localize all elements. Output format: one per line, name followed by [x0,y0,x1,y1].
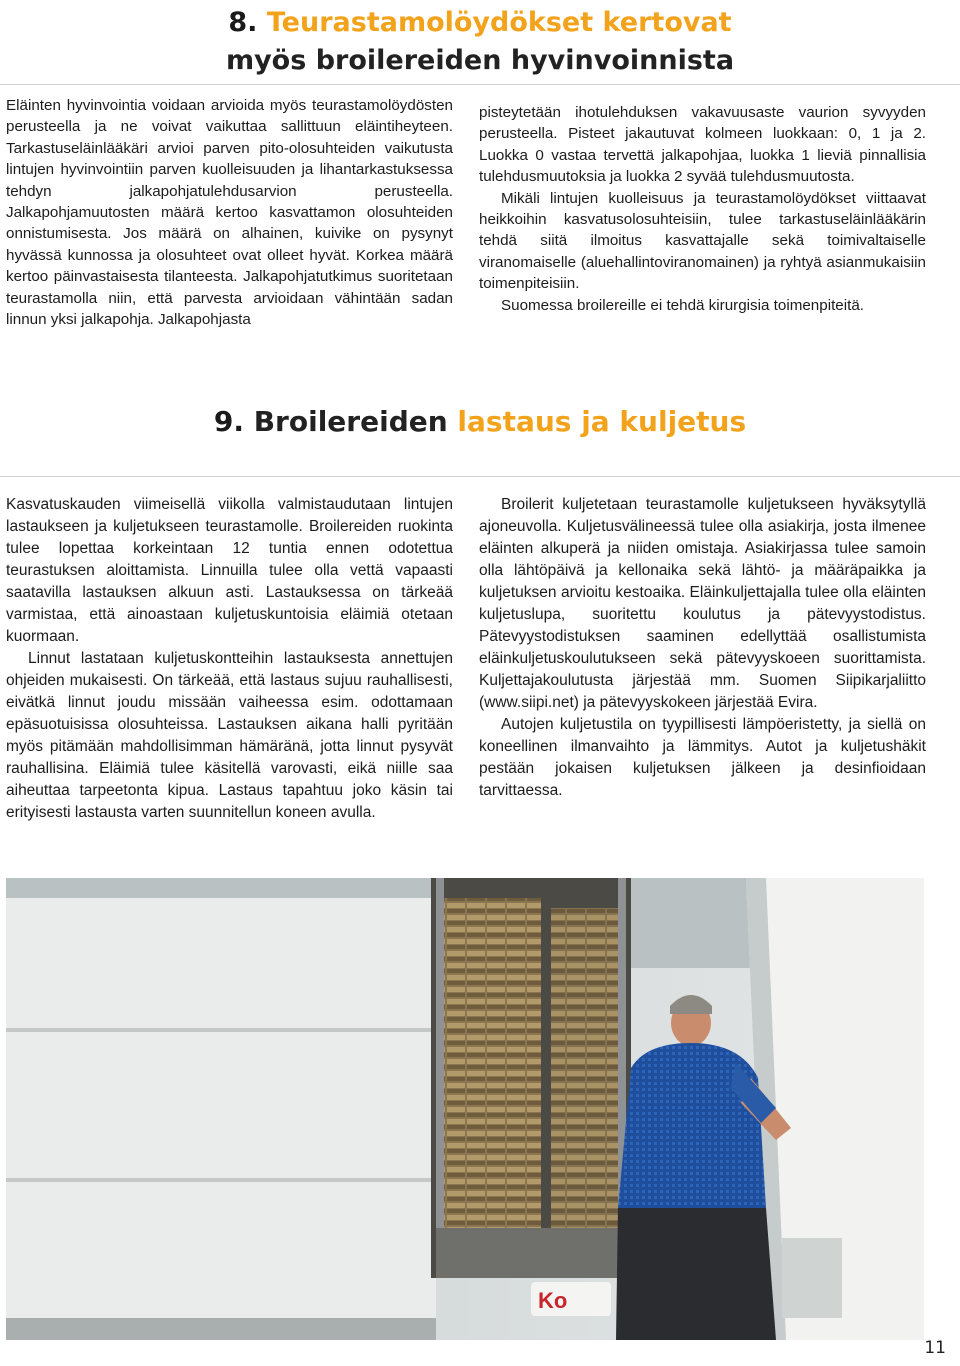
section-9-title-accent: lastaus ja kuljetus [457,405,747,438]
paragraph: pisteytetään ihotulehduksen vakavuusaste vaurion syvyyden perusteella. Pisteet jakautuvat kolmeen luokkaan: 0, 1 ja 2. Luokka 0 vastaa tervettä jalkapohjaa, luokka 1 lieviä pinnallisia tulehdusmuutoksia ja luokka 2 syvää tulehdusmuutosta. [479,104,926,186]
truck-logo: Ko [538,1288,568,1313]
paragraph: Kasvatuskauden viimeisellä viikolla valmistaudutaan lintujen lastaukseen ja kuljetukseen teurastamolle. Broilereiden ruokinta tulee lopettaa korkeintaan 12 tuntia ennen odotettua teurastuksen aloittamista. Linnuilla tulee olla vettä vapaasti saatavilla lastauksen alkuun asti. Lastauksessa on tärkeää varmistaa, että ainoastaan kuljetuskuntoisia eläimiä otetaan kuormaan. [6,496,453,645]
paragraph: Mikäli lintujen kuolleisuus ja teurastamolöydökset viittaavat heikkoihin kasvatusolosuhteisiin, tulee tarkastuseläinlääkärin tehdä siitä ilmoitus kasvattajalle sekä toimivaltaiselle viranomaiselle (aluehallintoviranomainen) ja ryhtyä asianmukaisiin toimenpiteisiin. [479,189,926,293]
section-9-number: 9. [213,405,244,438]
paragraph: Linnut lastataan kuljetuskontteihin lastauksesta annettujen ohjeiden mukaisesti. On tärkeää, että lastaus sujuu rauhallisesti, eivätkä linnut joudu missään vaiheessa esim. odottamaan epäsuotuisissa olosuhteissa. Lastauksen aikana halli pyritään myös pitämään mahdollisimman hämäränä, jotta linnut pysyvät rauhallisina. Eläimiä tulee käsitellä varovasti, eikä niille saa aiheuttaa tarpeetonta kipua. Lastaus tapahtuu joko käsin tai erityisesti lastausta varten suunnitellun koneen avulla. [6,650,453,821]
section-9-left-column [6,494,453,824]
section-8-title-line2: myös broilereiden hyvinvoinnista [225,45,735,76]
section-8-title-accent: Teurastamolöydökset kertovat [266,7,732,38]
section-9-divider [0,476,960,477]
section-9-right-column [479,494,926,802]
paragraph: Autojen kuljetustila on tyypillisesti lämpöeristetty, ja siellä on koneellinen ilmanvaihto ja lämmitys. Autot ja kuljetushäkit pestään jokaisen kuljetuksen jälkeen ja desinfioidaan tarvittaessa. [479,716,926,799]
paragraph: Broilerit kuljetetaan teurastamolle kuljetukseen hyväksytyllä ajoneuvolla. Kuljetusvälineessä tulee olla asiakirja, josta ilmenee eläinten alkuperä ja niiden omistaja. Asiakirjassa tulee samoin olla lähtöpäivä ja kellonaika sekä lähtö- ja määräpaikka ja kuljetuksen arvioitu kestoaika. Eläinkuljettajalla tulee olla eläinten kuljetuslupa, suoritettu koulutus ja pätevyystodistus. Pätevyystodistuksen saaminen edellyttää osallistumista eläinkuljetuskoulutukseen sekä pätevyyskoeen suorittamista. Kuljettajakoulutusta järjestää mm. Suomen Siipikarjaliitto (www.siipi.net) ja pätevyyskokeen järjestää Evira. [479,496,926,711]
section-8-title [0,4,960,80]
section-8-divider [0,84,960,85]
section-8-number: 8. [228,7,258,38]
paragraph: Suomessa broilereille ei tehdä kirurgisia toimenpiteitä. [501,296,864,314]
section-8-left-column [6,95,453,330]
section-8-right-column [479,102,926,316]
section-9-title [0,402,960,442]
page-number: 11 [924,1338,946,1358]
section-9-title-dark: Broilereiden [253,405,448,438]
section-8-title-line1 [0,4,960,42]
truck-loading-photo [6,878,924,1340]
paragraph: Eläinten hyvinvointia voidaan arvioida myös teurastamolöydösten perusteella ja ne voivat vaikuttaa sallittuun eläintiheyteen. Tarkastuseläinlääkäri arvioi parven pito-olosuhteiden vaikutusta lintujen hyvinvointiin parven kuolleisuuden ja lihantarkastuksessa tehdyn jalkapohjatulehdusarvion perusteella. Jalkapohjamuutosten määrä kertoo kasvattamon olosuhteiden onnistumisesta. Jos määrä on alhainen, kuivike on pysynyt hyvässä kunnossa ja olosuhteet ovat olleet hyvät. Korkea määrä kertoo päinvastaisesta tilanteesta. Jalkapohjatutkimus suoritetaan teurastamolla niin, että parvesta arvioidaan vähintään sadan linnun yksi jalkapohja. Jalkapohjasta [6,97,453,329]
